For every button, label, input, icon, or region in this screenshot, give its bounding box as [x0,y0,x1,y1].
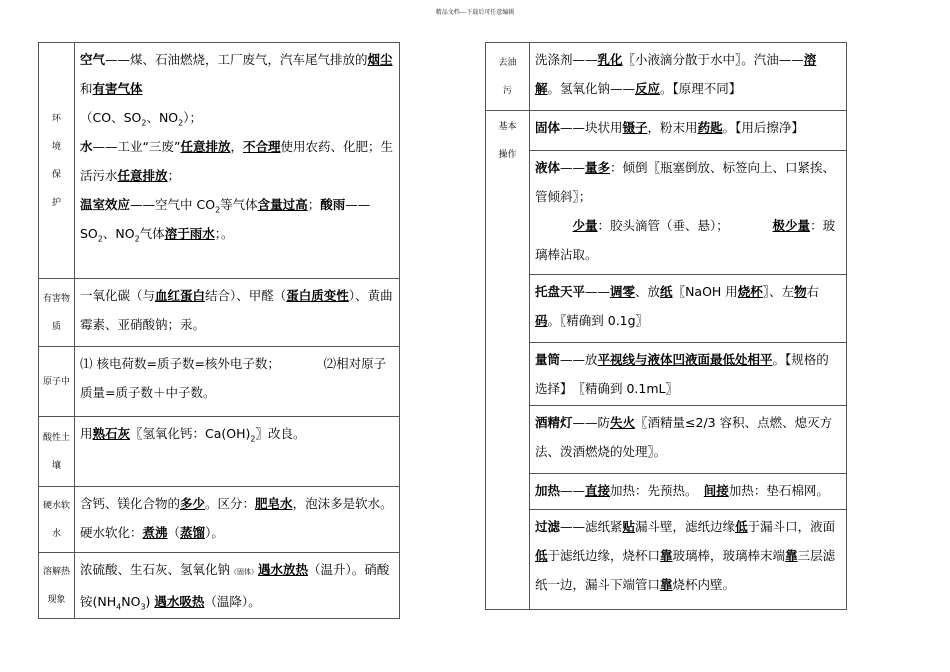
key-term: 含量过高 [257,197,308,212]
row-content [75,347,400,417]
table-row [486,275,847,343]
text-segment: ； [167,168,181,183]
text-segment: ；。 [214,226,234,241]
key-term: 任意排放 [180,139,231,154]
text-segment: ⑴ 核电荷数=质子数=核外电子数； ⑵相对原子质量=质子数＋中子数。 [80,356,387,400]
key-term: 蒸馏 [180,525,206,540]
key-term: 极少量 [772,218,811,233]
text-segment: （温升）。硝酸铵$(NH_4NO_3)$ [80,562,390,612]
text-segment: 于滤纸边缘，烧杯口 [547,548,661,563]
text-segment: 。【用后擦净】 [722,120,804,135]
left-table [38,42,400,619]
table-row [486,510,847,610]
key-term: 遇水放热 [258,562,309,577]
key-term: 有害气体 [92,81,143,96]
key-term: 码 [535,313,548,328]
row-label: 有害物 质 [39,279,75,347]
table-row [486,43,847,111]
text-segment: （ [167,525,181,540]
text-segment: 〖氢氧化钙：$Ca(OH)_2$〗改良。 [130,426,306,444]
table-row [486,151,847,275]
text-segment: （CO、$SO_2$、$NO_2$）； [80,110,202,128]
key-term: 靠 [660,548,673,563]
bold-term: 量筒 [535,352,561,367]
text-segment: 、放 [635,284,661,299]
text-segment: ）、黄曲霉素、亚硝酸钠；汞。 [80,288,393,332]
key-term: 直接 [585,483,611,498]
text-segment: ，粉末用 [647,120,698,135]
table-row [39,487,400,553]
text-segment: ：倾倒〖瓶塞倒放、标签向上、口紧挨、管倾斜〗； [535,160,836,204]
key-term: 肥皂水 [255,496,293,511]
text-segment: 。氢氧化钠—— [547,81,636,96]
key-term: 间接 [703,483,729,498]
text-segment: 于漏斗口，液面 [747,519,836,534]
key-term: 调零 [610,284,636,299]
table-row [486,474,847,510]
text-segment: （温降）。 [204,594,261,609]
text-segment: $——SO_2$、$NO_2$气体 [80,197,371,244]
table-row [39,279,400,347]
bold-term: 加热 [535,483,561,498]
text-segment: ——块状用 [560,120,623,135]
text-segment: ； [307,197,321,212]
row-content [75,417,400,487]
bold-term: 托盘天平 [535,284,586,299]
text-segment: 一氧化碳（与 [80,288,156,303]
key-term: 失火 [610,415,636,430]
row-content [75,43,400,279]
page-header: 精品文档---下载后可任意编辑 [435,9,515,16]
key-term: 靠 [785,548,798,563]
key-term: 溶于雨水 [164,226,215,241]
text-segment: 。〖精确到 0.1g〗 [547,313,649,328]
operation-cell [530,406,847,474]
table-row [486,111,847,151]
table-row [39,43,400,279]
row-content [75,487,400,553]
text-segment: 〖酒精量≤2/3 容积、点燃、熄灭方法、泼酒燃烧的处理〗。 [535,415,833,459]
row-content [75,553,400,619]
bold-term: 温室效应 [80,197,131,212]
bold-term: 空气 [80,52,106,67]
left-table-body [39,43,400,619]
right-table [485,42,847,610]
key-term: 烧杯 [737,284,763,299]
text-segment: 加热：垫石棉网。 [728,483,829,498]
text-segment: ——煤、石油燃烧，工厂废气，汽车尾气排放的 [105,52,368,67]
bold-term: 酒精灯 [535,415,573,430]
text-segment: 玻璃棒，玻璃棒末端 [672,548,786,563]
bold-term: 酸雨 [320,197,346,212]
key-term: 熟石灰 [92,426,131,441]
key-term: 镊子 [622,120,648,135]
table-row [39,347,400,417]
key-term: 纸 [660,284,673,299]
key-term: 药匙 [697,120,723,135]
key-term: 多少 [180,496,206,511]
row-label: 硬水软 水 [39,487,75,553]
key-term: 不合理 [243,139,281,154]
operation-cell [530,474,847,510]
text-segment: ——防 [572,415,611,430]
text-segment: ，泡沫多是软水。硬水软化： [80,496,393,540]
bold-term: 过滤 [535,519,561,534]
bold-term: 液体 [535,160,561,175]
text-segment: 漏斗壁，滤纸边缘 [635,519,736,534]
text-segment: 用 [80,426,93,441]
text-segment: —— [560,483,586,498]
text-segment: ——滤纸紧 [560,519,623,534]
table-row [39,417,400,487]
key-term: 任意排放 [117,168,168,183]
key-term: 贴 [622,519,636,534]
text-segment: 使用农药、化肥；生活污水 [80,139,394,183]
bold-term: 水 [80,139,93,154]
text-segment: 〖小液滴分散于水中〗。汽油—— [622,52,804,67]
text-segment: 加热：先预热。 [610,483,704,498]
text-segment: ：玻璃棒沾取。 [535,218,836,262]
text-segment: —— [585,284,611,299]
operation-cell [530,275,847,343]
text-segment: 〖NaOH 用 [672,284,738,299]
key-term: 溶解 [535,52,817,96]
text-segment [535,218,573,233]
right-table-body [486,43,847,610]
text-segment: 烧杯内壁。 [672,577,736,592]
text-segment: 右 [806,284,820,299]
key-term: 量多 [585,160,611,175]
table-row [486,343,847,406]
key-term: 烟尘 [367,52,393,67]
key-term: 遇水吸热 [154,594,205,609]
row-label: 基本 操作 [486,111,530,610]
text-segment: 。【规格的选择】 〖精确到 0.1mL〗 [535,352,829,396]
row-content [75,279,400,347]
text-segment: （固体） [230,568,259,576]
operation-cell [530,151,847,275]
text-segment: 〗、左 [762,284,795,299]
key-term: 低 [535,548,548,563]
row-label: 溶解热 现象 [39,553,75,619]
text-segment: —— [560,160,586,175]
text-segment: 浓硫酸、生石灰、氢氧化钠 [80,562,231,577]
key-term: 血红蛋白 [155,288,206,303]
operation-cell [530,111,847,151]
text-segment: 。区分： [205,496,256,511]
text-segment: 含钙、镁化合物的 [80,496,181,511]
key-term: 靠 [660,577,673,592]
row-label: 去油 污 [486,43,530,111]
text-segment: ：胶头滴管（垂、悬）； [597,218,773,233]
text-segment: ）。 [205,525,224,540]
key-term: 物 [794,284,807,299]
text-segment: 和 [80,81,93,96]
key-term: 低 [735,519,748,534]
bold-term: 固体 [535,120,561,135]
row-content [530,43,847,111]
text-segment: 。【原理不同】 [660,81,742,96]
operation-cell [530,343,847,406]
key-term: 少量 [572,218,598,233]
text-segment: 结合）、甲醛（ [205,288,287,303]
table-row [486,406,847,474]
key-term: 煮沸 [142,525,168,540]
text-segment: ——工业“三废” [92,139,181,154]
table-row [39,553,400,619]
row-label: 环 境 保 护 [39,43,75,279]
operation-cell [530,510,847,610]
text-segment: 三层滤纸一边，漏斗下端管口 [535,548,836,592]
key-term: 反应 [635,81,661,96]
key-term: 乳化 [597,52,623,67]
key-term: 平视线与液体凹液面最低处相平 [597,352,773,367]
text-segment: ， [230,139,243,154]
row-label: 原子中 [39,347,75,417]
text-segment: ——空气中 $CO_2$等气体 [130,197,258,215]
text-segment: ——放 [560,352,598,367]
text-segment: 洗涤剂—— [535,52,598,67]
key-term: 蛋白质变性 [286,288,349,303]
row-label: 酸性土 壤 [39,417,75,487]
